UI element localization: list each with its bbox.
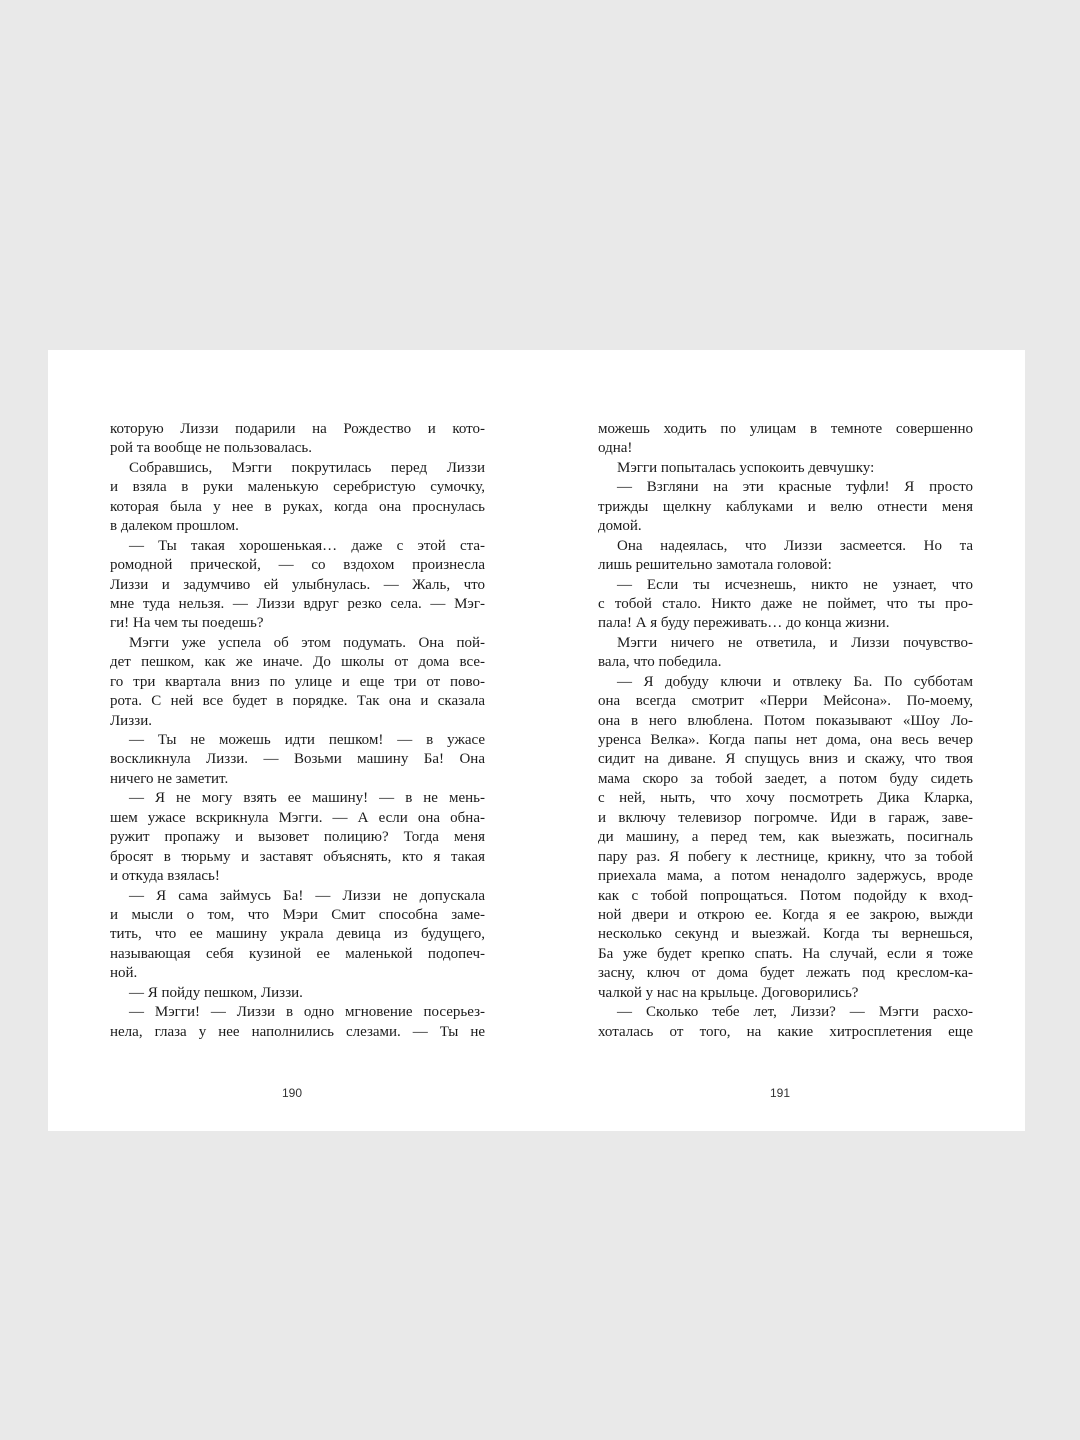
- text-line: одна!: [598, 440, 633, 457]
- text-line: Мэгги попыталась успокоить девчушку:: [617, 459, 875, 476]
- text-line: ружит пропажу и вызовет полицию? Тогда меня: [110, 829, 485, 846]
- text-line: — Я добуду ключи и отвлеку Ба. По субботам: [617, 673, 973, 690]
- book-spread: [48, 350, 1025, 1131]
- text-line: которая была у нее в руках, когда она проснулась: [110, 498, 485, 515]
- text-line: — Сколько тебе лет, Лиззи? — Мэгги расхо-: [617, 1004, 973, 1021]
- text-line: пару раз. Я побегу к лестнице, крикну, что за тобой: [598, 848, 973, 865]
- text-line: можешь ходить по улицам в темноте совершенно: [598, 421, 973, 437]
- text-line: Лиззи и задумчиво ей улыбнулась. — Жаль, что: [110, 576, 485, 593]
- text-line: ничего не заметит.: [110, 770, 229, 787]
- text-line: ной двери и открою ее. Когда я ее закрою, выжди: [598, 906, 973, 923]
- text-line: уренса Велка». Когда папы нет дома, она весь вечер: [598, 732, 973, 748]
- text-line: в далеком прошлом.: [110, 518, 239, 535]
- text-line: воскликнула Лиззи. — Возьми машину Ба! Она: [110, 751, 485, 768]
- text-line: мама скоро за тобой заедет, а потом буду сидеть: [598, 770, 973, 787]
- text-line: вала, что победила.: [598, 654, 722, 671]
- text-line: она всегда смотрит «Перри Мейсона». По-моему,: [598, 693, 973, 710]
- right-page-text: [598, 420, 973, 1042]
- text-line: Мэгги ничего не ответила, и Лиззи почувство-: [617, 634, 973, 651]
- text-line: — Ты такая хорошенькая… даже с этой ста-: [129, 537, 485, 554]
- text-line: Ба уже будет крепко спать. На случай, если я тоже: [598, 945, 973, 962]
- text-line: го три квартала вниз по улице и еще три от пово-: [110, 673, 485, 690]
- text-line: с ней, ныть, что хочу посмотреть Дика Кларка,: [598, 790, 973, 807]
- page-number-left: 190: [281, 1086, 303, 1100]
- page-number-right: 191: [769, 1086, 791, 1100]
- text-line: как с тобой попрощаться. Потом подойду к вход-: [598, 887, 973, 904]
- text-line: мне туда нельзя. — Лиззи вдруг резко села. — Мэг-: [110, 595, 485, 612]
- text-line: Лиззи.: [110, 712, 153, 729]
- text-line: несколько секунд и выезжай. Когда ты вернешься,: [598, 926, 973, 943]
- text-line: бросят в тюрьму и заставят объяснять, кто я такая: [110, 848, 485, 865]
- text-line: тить, что ее машину украла девица из будущего,: [110, 926, 485, 943]
- text-line: — Взгляни на эти красные туфли! Я просто: [617, 479, 973, 496]
- text-line: — Мэгги! — Лиззи в одно мгновение посерьез-: [129, 1004, 485, 1021]
- text-line: шем ужасе вскрикнула Мэгги. — А если она обна-: [110, 809, 485, 826]
- text-line: ромодной прической, — со вздохом произнесла: [110, 557, 485, 574]
- text-line: и откуда взялась!: [110, 868, 220, 885]
- text-line: называющая себя кузиной ее маленькой подопеч-: [110, 945, 485, 962]
- text-line: и мысли о том, что Мэри Смит способна заме-: [110, 906, 485, 923]
- text-line: ди машину, а перед тем, как выезжать, посигналь: [598, 829, 973, 846]
- text-line: приехала мама, а потом ненадолго задержусь, вроде: [598, 868, 973, 885]
- text-line: трижды щелкну каблуками и велю отнести меня: [598, 498, 973, 515]
- text-line: дет пешком, как же иначе. До школы от дома все-: [110, 654, 485, 671]
- text-line: и включу телевизор погромче. Иди в гараж, заве-: [598, 809, 973, 826]
- text-line: рота. С ней все будет в порядке. Так она и сказала: [110, 693, 485, 710]
- left-page-text: [110, 420, 485, 1042]
- text-line: рой та вообще не пользовалась.: [110, 440, 312, 457]
- text-line: чалкой у нас на крыльце. Договорились?: [598, 984, 859, 1001]
- text-line: Собравшись, Мэгги покрутилась перед Лиззи: [129, 459, 485, 476]
- text-line: которую Лиззи подарили на Рождество и кото-: [110, 421, 485, 437]
- text-line: — Я пойду пешком, Лиззи.: [129, 984, 303, 1001]
- text-line: — Я сама займусь Ба! — Лиззи не допускала: [129, 887, 485, 904]
- text-line: лишь решительно замотала головой:: [598, 557, 832, 574]
- text-line: Она надеялась, что Лиззи засмеется. Но та: [617, 537, 973, 554]
- text-line: она в него влюблена. Потом показывают «Шоу Ло-: [598, 712, 973, 729]
- text-line: Мэгги уже успела об этом подумать. Она пой-: [129, 634, 485, 651]
- text-line: ги! На чем ты поедешь?: [110, 615, 264, 632]
- text-line: с тобой стало. Никто даже не поймет, что ты про-: [598, 595, 973, 612]
- text-line: ной.: [110, 965, 138, 982]
- text-line: сидит на диване. Я спущусь вниз и скажу, что твоя: [598, 751, 973, 768]
- text-line: пала! А я буду переживать… до конца жизни.: [598, 615, 890, 632]
- text-line: — Если ты исчезнешь, никто не узнает, что: [617, 576, 973, 593]
- text-line: хоталась от того, на какие хитросплетения еще: [598, 1023, 973, 1040]
- text-line: нела, глаза у нее наполнились слезами. — Ты не: [110, 1023, 485, 1040]
- text-line: — Ты не можешь идти пешком! — в ужасе: [129, 732, 485, 748]
- text-line: — Я не могу взять ее машину! — в не мень-: [129, 790, 485, 807]
- text-line: и взяла в руки маленькую серебристую сумочку,: [110, 479, 485, 496]
- text-line: засну, ключ от дома будет лежать под креслом-ка-: [598, 965, 973, 982]
- text-line: домой.: [598, 518, 642, 535]
